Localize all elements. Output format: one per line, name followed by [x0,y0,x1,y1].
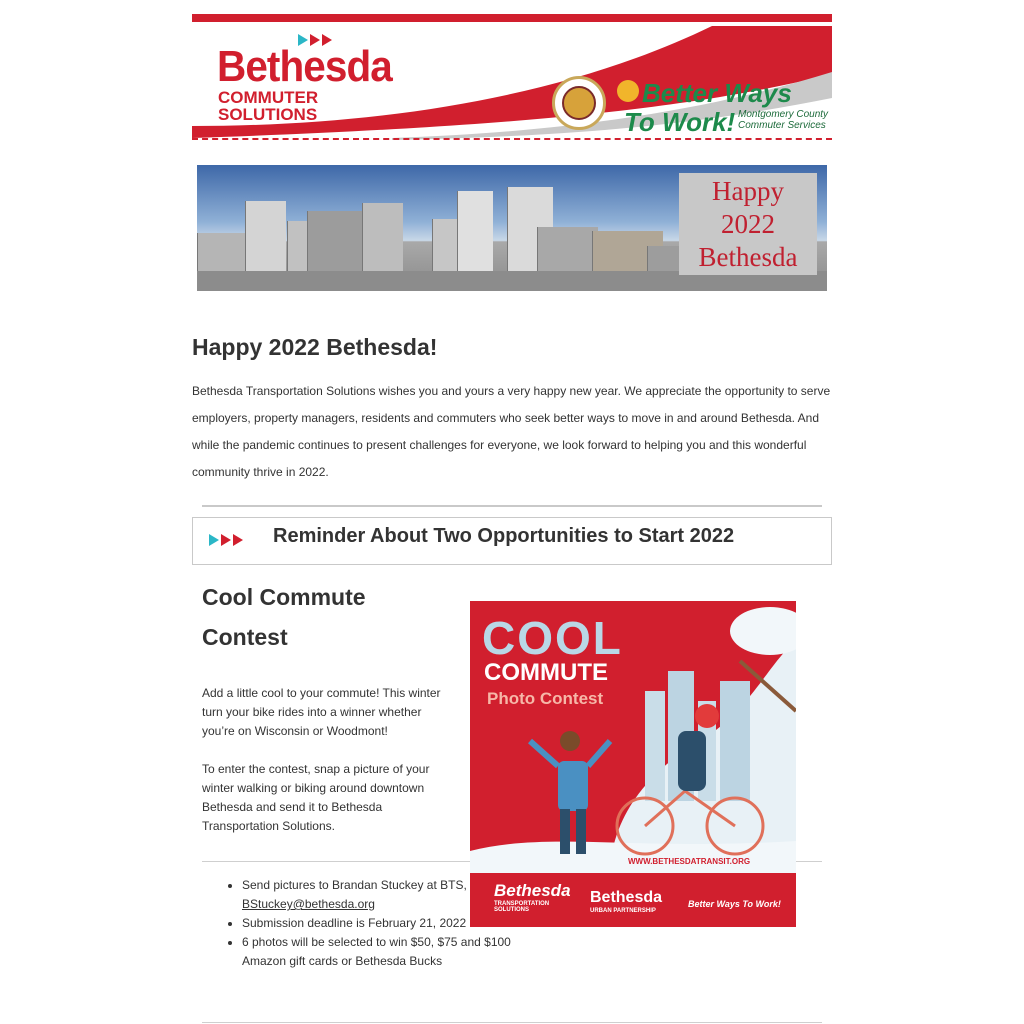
list-item: • 6 photos will be selected to win $50, $75 and $100 Amazon gift cards or Bethesda Bucks [242,933,542,971]
divider [202,1022,822,1023]
poster-url: WWW.BETHESDATRANSIT.ORG [628,857,751,866]
poster-logo2-name: Bethesda [590,889,663,906]
brand-sub-line1: COMMUTER [218,88,319,107]
partner-logo-sub [738,109,828,131]
skyline-photo [197,165,827,291]
brand-name: Bethesda [217,42,392,91]
reminder-section-header [192,517,832,565]
partner-logo-line2: To Work! [624,107,736,137]
brand-sub-line2: SOLUTIONS [218,105,318,124]
header-banner [192,14,832,142]
photo-label-line1: Happy [712,175,784,206]
partner-logo-line1: Better Ways [642,78,792,108]
arrows-icon [209,534,243,546]
cool-commute-para1: Add a little cool to your commute! This winter turn your bike rides into a winner whether you’re on Wisconsin or Woodmont! [202,686,441,738]
reminder-title: Reminder About Two Opportunities to Start 2022 [273,525,735,547]
divider [202,505,822,507]
poster-logo1-sub: TRANSPORTATION SOLUTIONS [494,901,550,913]
email-link[interactable]: BStuckey@bethesda.org [242,897,375,911]
happy-2022-label [679,173,817,275]
poster-logo3: Better Ways To Work! [688,899,781,909]
runner-icon [617,80,639,102]
list-item: • Submission deadline is February 21, 2022 [242,914,542,933]
county-seal-icon [552,76,606,130]
bullet1-text: Send pictures to Brandan Stuckey at BTS, [242,878,467,892]
cool-commute-title: Cool Commute Contest [202,584,366,650]
intro-paragraph: Bethesda Transportation Solutions wishes you and yours a very happy new year. We appreciate the opportunity to serve employers, property managers, residents and commuters who seek better ways to move in and around Bethesda. And while the pandemic continues to present challenges for everyone, we look forward to helping you and this wonderful community thrive in 2022. [192,384,831,479]
photo-label-line3: Bethesda [698,241,798,272]
cool-commute-para2: To enter the contest, snap a picture of your winter walking or biking around downtown Bethesda and send it to Bethesda Transportation Solutions. [202,762,430,833]
partner-sub2: Commuter Services [738,120,826,131]
partner-sub1: Montgomery County [738,109,829,120]
brand-subtitle [218,89,318,123]
poster-logo1-name: Bethesda [494,881,571,900]
poster-word-commute: COMMUTE [484,659,608,686]
poster-word-photo-contest: Photo Contest [487,689,604,708]
poster-word-cool: COOL [482,612,623,664]
photo-label-line2: 2022 [721,208,775,239]
poster-logo2-sub: URBAN PARTNERSHIP [590,908,656,914]
banner-dashed-line [192,138,832,140]
main-heading: Happy 2022 Bethesda! [192,334,438,360]
cool-commute-poster [470,601,796,927]
